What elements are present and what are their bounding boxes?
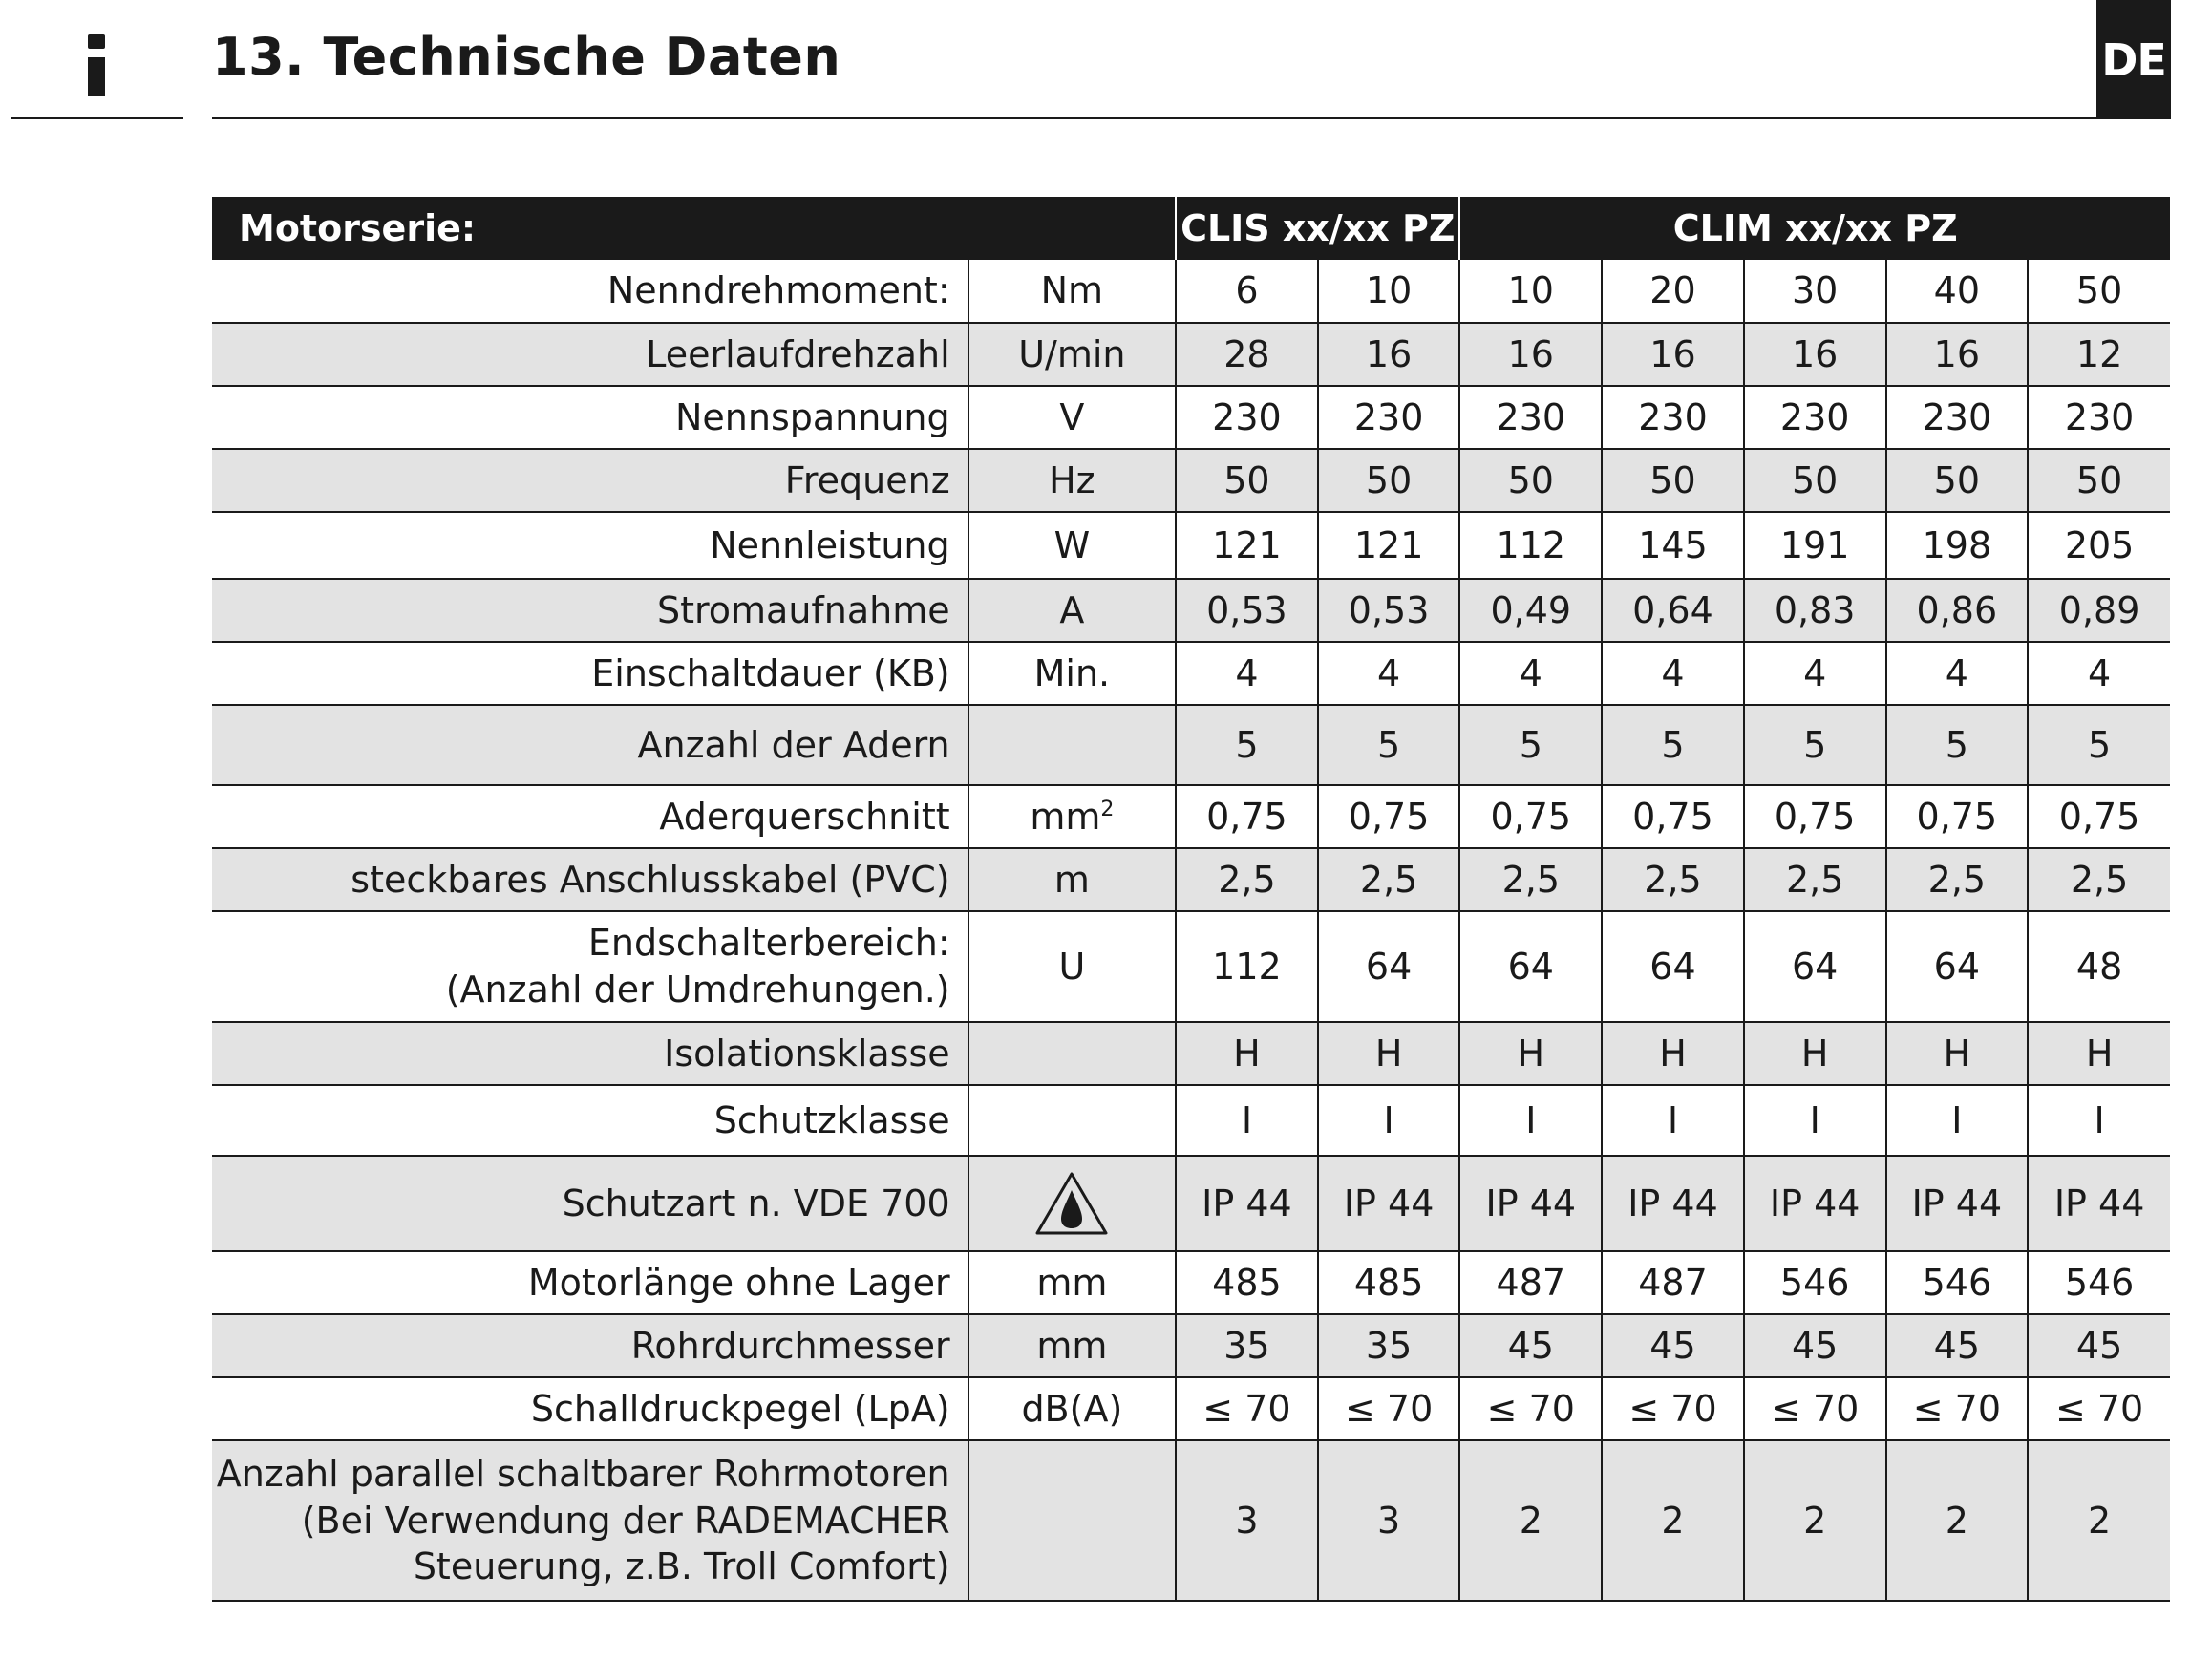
value-cell: 198 — [1886, 512, 2029, 579]
value-cell: 4 — [1744, 642, 1886, 705]
row-label: Stromaufnahme — [212, 579, 968, 642]
row-unit — [968, 1085, 1176, 1156]
value-cell: 230 — [1459, 386, 1602, 449]
value-cell: 4 — [1459, 642, 1602, 705]
value-cell: 145 — [1602, 512, 1744, 579]
value-cell: 2 — [2028, 1440, 2170, 1601]
value-cell: 0,49 — [1459, 579, 1602, 642]
value-cell: ≤ 70 — [1602, 1377, 1744, 1440]
value-cell: 4 — [2028, 642, 2170, 705]
value-cell: IP 44 — [1886, 1156, 2029, 1251]
value-cell: ≤ 70 — [1318, 1377, 1460, 1440]
value-cell: 30 — [1744, 260, 1886, 323]
row-label: Aderquerschnitt — [212, 785, 968, 848]
unit-text: mm — [1036, 1261, 1108, 1304]
value-cell: 10 — [1459, 260, 1602, 323]
value-cell: ≤ 70 — [2028, 1377, 2170, 1440]
table-row — [212, 512, 2170, 579]
value-cell: 0,75 — [2028, 785, 2170, 848]
table-row — [212, 705, 2170, 785]
value-cell: 0,83 — [1744, 579, 1886, 642]
value-cell: 64 — [1744, 911, 1886, 1022]
row-unit — [968, 1314, 1176, 1377]
value-cell: IP 44 — [1459, 1156, 1602, 1251]
value-cell: 4 — [1886, 642, 2029, 705]
row-unit — [968, 260, 1176, 323]
value-cell: 2,5 — [1744, 848, 1886, 911]
row-unit — [968, 579, 1176, 642]
value-cell: 16 — [1318, 323, 1460, 386]
value-cell: 546 — [1886, 1251, 2029, 1314]
splash-water-drop-triangle-icon — [1034, 1171, 1109, 1236]
value-cell: 485 — [1318, 1251, 1460, 1314]
row-label: Leerlaufdrehzahl — [212, 323, 968, 386]
row-label: Einschaltdauer (KB) — [212, 642, 968, 705]
page-title: 13. Technische Daten — [212, 27, 841, 87]
table-row — [212, 1156, 2170, 1251]
left-divider — [11, 117, 183, 119]
table-row — [212, 449, 2170, 512]
unit-text: m — [1053, 858, 1090, 901]
row-unit — [968, 1022, 1176, 1085]
table-row — [212, 1251, 2170, 1314]
value-cell: 50 — [1459, 449, 1602, 512]
value-cell: 16 — [1744, 323, 1886, 386]
value-cell: 485 — [1176, 1251, 1318, 1314]
row-label: Nennleistung — [212, 512, 968, 579]
unit-text: V — [1059, 395, 1085, 438]
value-cell: 35 — [1318, 1314, 1460, 1377]
table-row — [212, 1377, 2170, 1440]
row-unit — [968, 1377, 1176, 1440]
value-cell: 50 — [1318, 449, 1460, 512]
value-cell: I — [1744, 1085, 1886, 1156]
unit-text: W — [1053, 523, 1091, 566]
row-label: steckbares Anschlusskabel (PVC) — [212, 848, 968, 911]
series-clim-header: CLIM xx/xx PZ — [1459, 197, 2170, 260]
value-cell: 50 — [2028, 449, 2170, 512]
value-cell: 0,75 — [1318, 785, 1460, 848]
value-cell: 5 — [1744, 705, 1886, 785]
value-cell: 230 — [1176, 386, 1318, 449]
language-badge: DE — [2096, 0, 2171, 119]
value-cell: ≤ 70 — [1176, 1377, 1318, 1440]
row-unit — [968, 785, 1176, 848]
row-label: Nennspannung — [212, 386, 968, 449]
value-cell: 2,5 — [2028, 848, 2170, 911]
value-cell: 4 — [1176, 642, 1318, 705]
value-cell: 487 — [1459, 1251, 1602, 1314]
table-row — [212, 1085, 2170, 1156]
value-cell: 5 — [1318, 705, 1460, 785]
value-cell: IP 44 — [1318, 1156, 1460, 1251]
value-cell: 50 — [1602, 449, 1744, 512]
technical-data-table — [212, 197, 2170, 1602]
unit-text: Min. — [1033, 651, 1111, 694]
table-row — [212, 260, 2170, 323]
value-cell: 230 — [1886, 386, 2029, 449]
value-cell: 0,75 — [1459, 785, 1602, 848]
unit-text: A — [1059, 588, 1085, 631]
unit-superscript: 2 — [1100, 797, 1115, 821]
value-cell: 0,89 — [2028, 579, 2170, 642]
table-row — [212, 323, 2170, 386]
table-row — [212, 1022, 2170, 1085]
value-cell: I — [1176, 1085, 1318, 1156]
value-cell: 35 — [1176, 1314, 1318, 1377]
value-cell: 121 — [1176, 512, 1318, 579]
row-label: Isolationsklasse — [212, 1022, 968, 1085]
value-cell: 50 — [1744, 449, 1886, 512]
value-cell: 191 — [1744, 512, 1886, 579]
row-unit — [968, 449, 1176, 512]
value-cell: 4 — [1602, 642, 1744, 705]
value-cell: 45 — [2028, 1314, 2170, 1377]
value-cell: 546 — [1744, 1251, 1886, 1314]
value-cell: 50 — [1176, 449, 1318, 512]
value-cell: 3 — [1318, 1440, 1460, 1601]
row-label: Schutzklasse — [212, 1085, 968, 1156]
table-row — [212, 1440, 2170, 1601]
unit-text: mm — [1036, 1324, 1108, 1367]
value-cell: 2,5 — [1318, 848, 1460, 911]
value-cell: 2,5 — [1459, 848, 1602, 911]
value-cell: 6 — [1176, 260, 1318, 323]
row-unit — [968, 642, 1176, 705]
row-unit — [968, 1251, 1176, 1314]
value-cell: 64 — [1459, 911, 1602, 1022]
unit-text: mm — [1030, 795, 1101, 838]
value-cell: 50 — [1886, 449, 2029, 512]
value-cell: H — [1886, 1022, 2029, 1085]
series-clis-header: CLIS xx/xx PZ — [1176, 197, 1459, 260]
value-cell: 12 — [2028, 323, 2170, 386]
table-row — [212, 785, 2170, 848]
value-cell: 40 — [1886, 260, 2029, 323]
value-cell: 5 — [1886, 705, 2029, 785]
value-cell: 546 — [2028, 1251, 2170, 1314]
value-cell: 3 — [1176, 1440, 1318, 1601]
table-row — [212, 911, 2170, 1022]
table-row — [212, 642, 2170, 705]
value-cell: 64 — [1886, 911, 2029, 1022]
value-cell: 0,86 — [1886, 579, 2029, 642]
value-cell: IP 44 — [1176, 1156, 1318, 1251]
value-cell: ≤ 70 — [1886, 1377, 2029, 1440]
value-cell: H — [2028, 1022, 2170, 1085]
value-cell: ≤ 70 — [1459, 1377, 1602, 1440]
row-unit — [968, 848, 1176, 911]
value-cell: 230 — [2028, 386, 2170, 449]
value-cell: 0,75 — [1602, 785, 1744, 848]
value-cell: IP 44 — [2028, 1156, 2170, 1251]
value-cell: 230 — [1744, 386, 1886, 449]
value-cell: 48 — [2028, 911, 2170, 1022]
value-cell: 45 — [1602, 1314, 1744, 1377]
series-label: Motorserie: — [212, 197, 1176, 260]
value-cell: 45 — [1886, 1314, 2029, 1377]
row-unit — [968, 512, 1176, 579]
row-label: Anzahl der Adern — [212, 705, 968, 785]
value-cell: 0,53 — [1318, 579, 1460, 642]
value-cell: H — [1459, 1022, 1602, 1085]
value-cell: 121 — [1318, 512, 1460, 579]
unit-text: Nm — [1040, 269, 1104, 312]
value-cell: 230 — [1318, 386, 1460, 449]
value-cell: H — [1318, 1022, 1460, 1085]
value-cell: 2 — [1602, 1440, 1744, 1601]
row-unit — [968, 1440, 1176, 1601]
value-cell: 50 — [2028, 260, 2170, 323]
value-cell: I — [1318, 1085, 1460, 1156]
value-cell: 205 — [2028, 512, 2170, 579]
table-row — [212, 848, 2170, 911]
value-cell: 5 — [1176, 705, 1318, 785]
row-label: Endschalterbereich: (Anzahl der Umdrehungen.) — [212, 911, 968, 1022]
value-cell: IP 44 — [1744, 1156, 1886, 1251]
value-cell: IP 44 — [1602, 1156, 1744, 1251]
table-header-row — [212, 197, 2170, 260]
unit-text: U — [1058, 945, 1086, 988]
value-cell: 112 — [1459, 512, 1602, 579]
table-row — [212, 386, 2170, 449]
value-cell: 4 — [1318, 642, 1460, 705]
value-cell: H — [1602, 1022, 1744, 1085]
value-cell: H — [1744, 1022, 1886, 1085]
value-cell: 0,53 — [1176, 579, 1318, 642]
value-cell: I — [1459, 1085, 1602, 1156]
info-icon — [82, 29, 111, 97]
row-unit — [968, 386, 1176, 449]
value-cell: 230 — [1602, 386, 1744, 449]
value-cell: 0,75 — [1744, 785, 1886, 848]
value-cell: I — [1602, 1085, 1744, 1156]
row-unit — [968, 705, 1176, 785]
value-cell: 2,5 — [1176, 848, 1318, 911]
value-cell: 487 — [1602, 1251, 1744, 1314]
row-label: Rohrdurchmesser — [212, 1314, 968, 1377]
row-unit — [968, 323, 1176, 386]
value-cell: 5 — [1459, 705, 1602, 785]
value-cell: 64 — [1602, 911, 1744, 1022]
value-cell: 2 — [1886, 1440, 2029, 1601]
value-cell: 112 — [1176, 911, 1318, 1022]
value-cell: 16 — [1886, 323, 2029, 386]
value-cell: 20 — [1602, 260, 1744, 323]
value-cell: 64 — [1318, 911, 1460, 1022]
value-cell: H — [1176, 1022, 1318, 1085]
value-cell: 2 — [1459, 1440, 1602, 1601]
value-cell: 0,75 — [1176, 785, 1318, 848]
value-cell: 0,64 — [1602, 579, 1744, 642]
row-unit — [968, 911, 1176, 1022]
title-divider — [212, 117, 2170, 119]
unit-text: dB(A) — [1021, 1387, 1123, 1430]
value-cell: 16 — [1459, 323, 1602, 386]
value-cell: 28 — [1176, 323, 1318, 386]
row-label: Schutzart n. VDE 700 — [212, 1156, 968, 1251]
row-label: Anzahl parallel schaltbarer Rohrmotoren (Bei Verwendung der RADEMACHER Steuerung, z.B. Troll Comfort) — [212, 1440, 968, 1601]
value-cell: 10 — [1318, 260, 1460, 323]
row-label: Motorlänge ohne Lager — [212, 1251, 968, 1314]
value-cell: I — [1886, 1085, 2029, 1156]
value-cell: 0,75 — [1886, 785, 2029, 848]
unit-text: U/min — [1018, 332, 1126, 375]
value-cell: ≤ 70 — [1744, 1377, 1886, 1440]
value-cell: I — [2028, 1085, 2170, 1156]
value-cell: 5 — [1602, 705, 1744, 785]
value-cell: 45 — [1459, 1314, 1602, 1377]
table-row — [212, 1314, 2170, 1377]
value-cell: 16 — [1602, 323, 1744, 386]
value-cell: 2,5 — [1886, 848, 2029, 911]
row-label: Frequenz — [212, 449, 968, 512]
row-label: Nenndrehmoment: — [212, 260, 968, 323]
row-unit-icon-cell — [968, 1156, 1176, 1251]
value-cell: 2,5 — [1602, 848, 1744, 911]
value-cell: 2 — [1744, 1440, 1886, 1601]
value-cell: 45 — [1744, 1314, 1886, 1377]
value-cell: 5 — [2028, 705, 2170, 785]
unit-text: Hz — [1049, 458, 1095, 501]
row-label: Schalldruckpegel (LpA) — [212, 1377, 968, 1440]
table-row — [212, 579, 2170, 642]
